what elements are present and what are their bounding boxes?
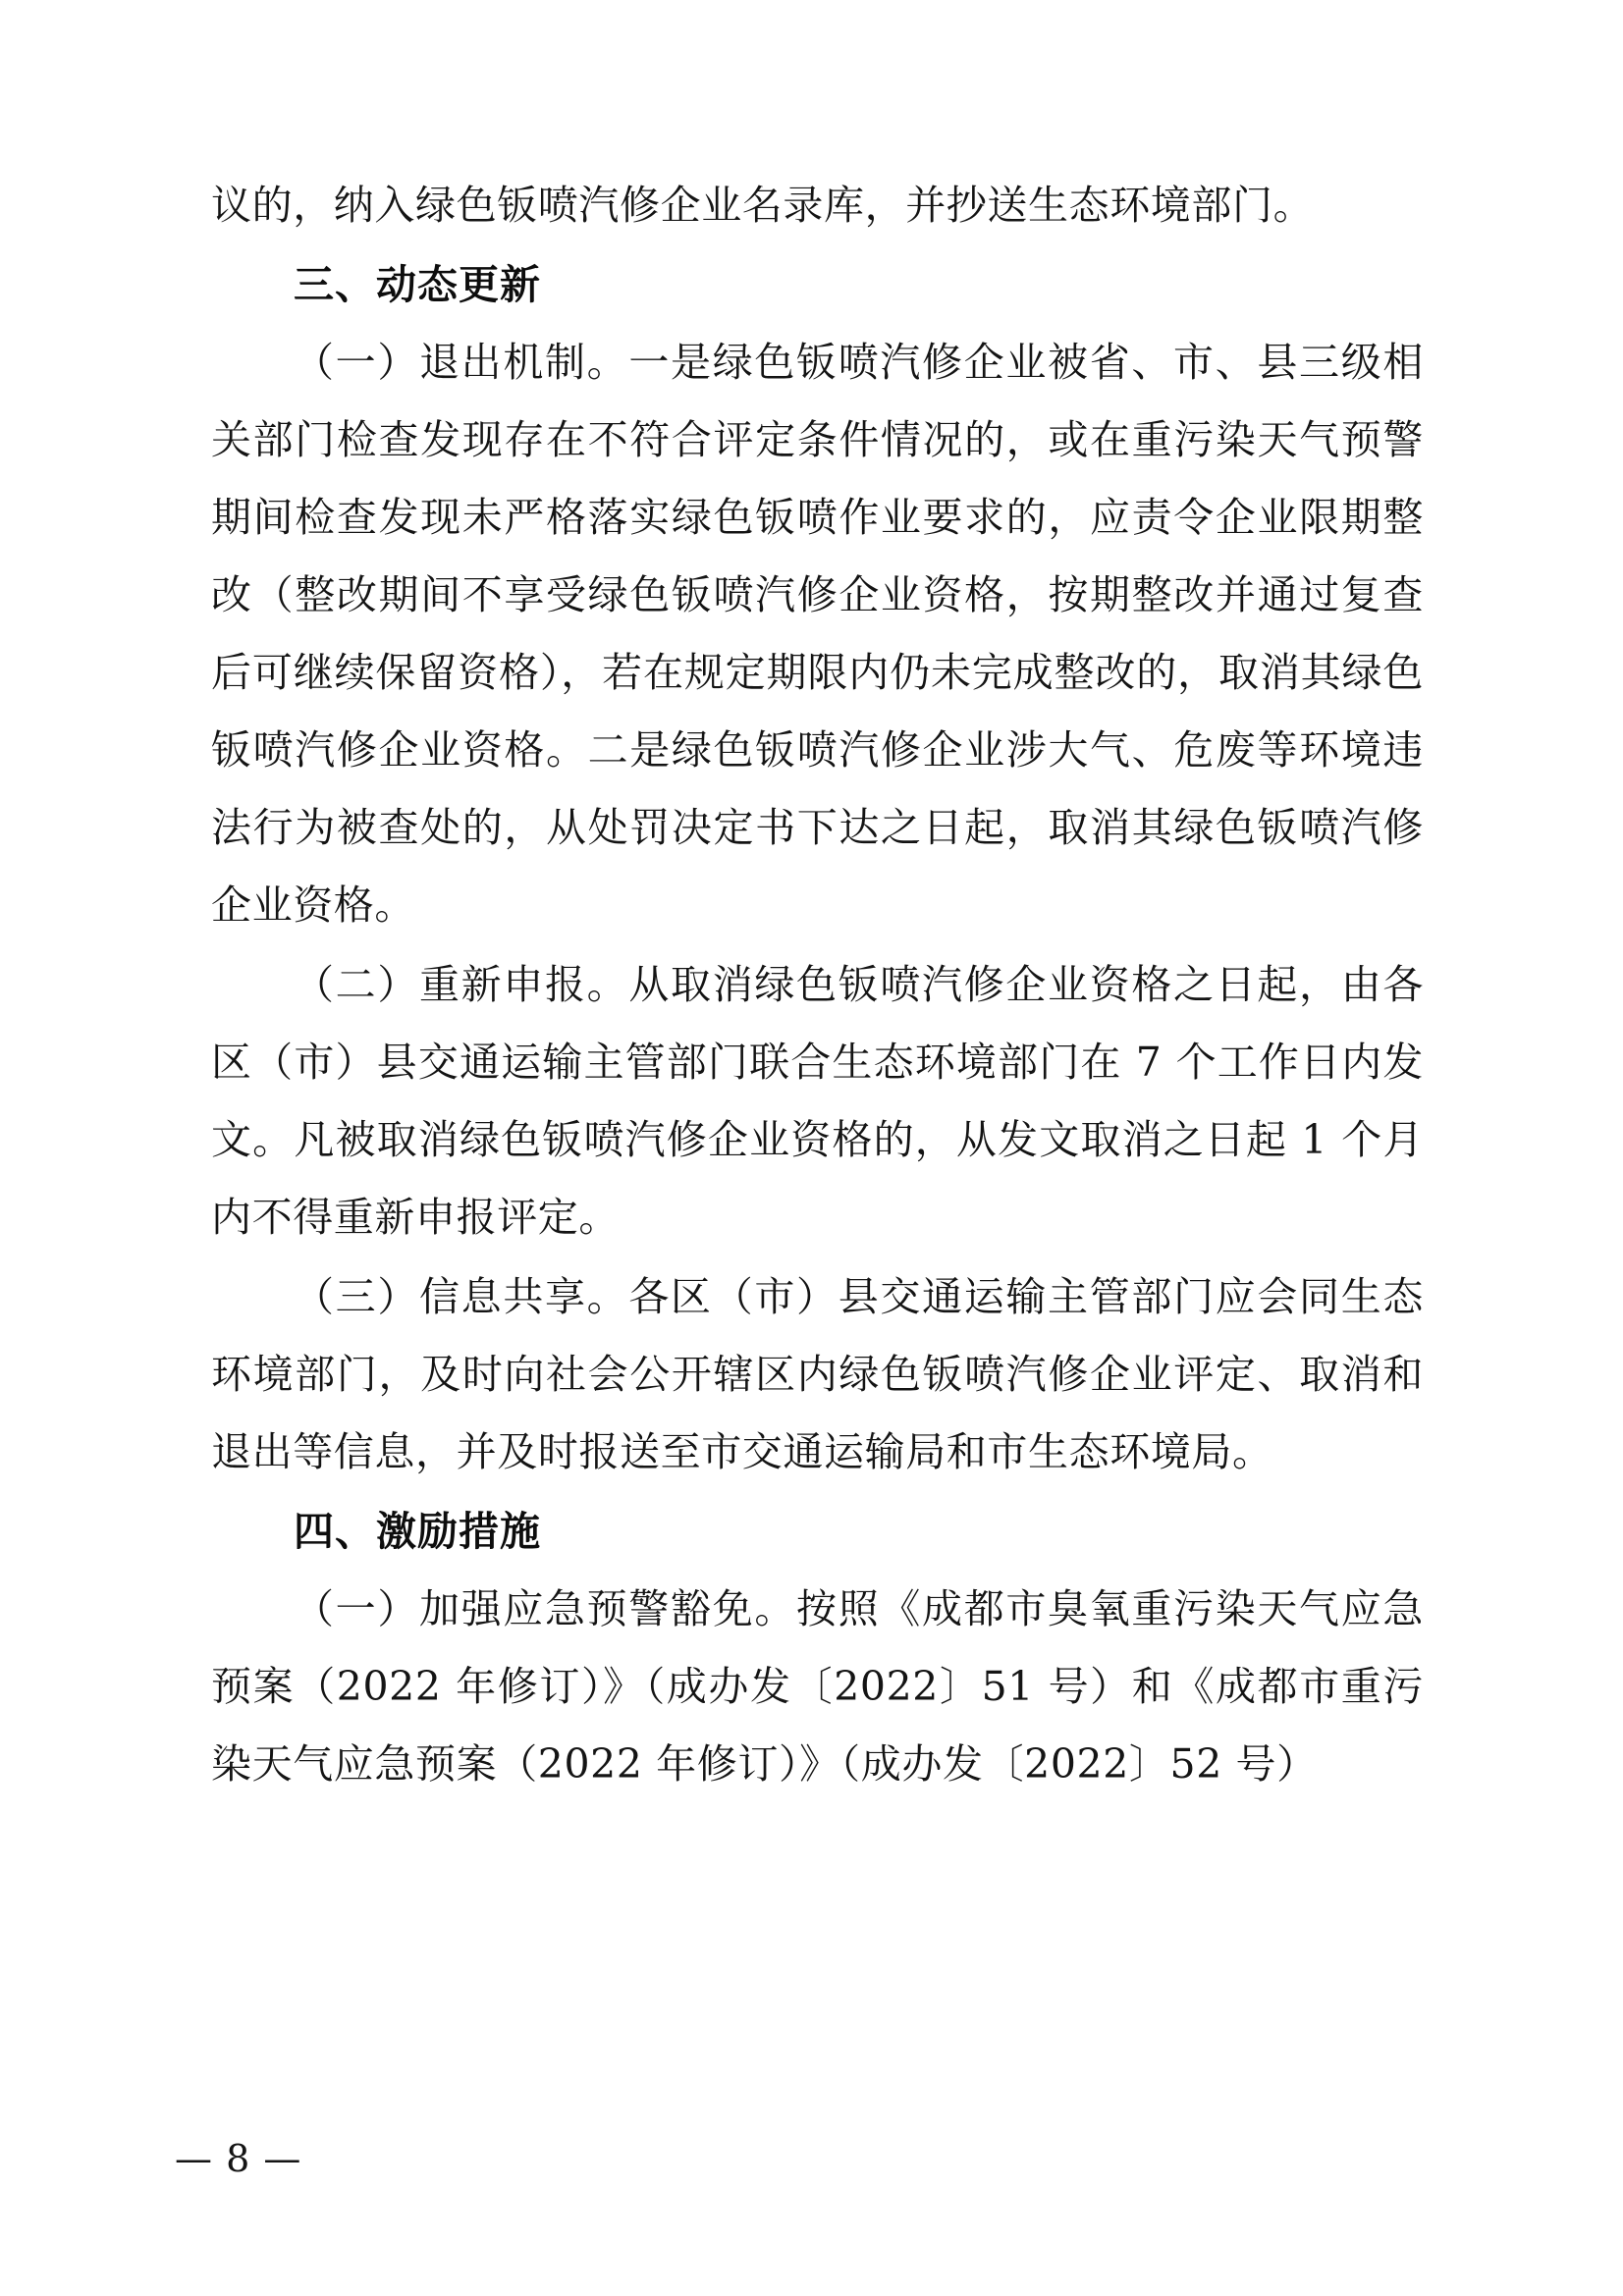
section-heading-four: 四、激励措施 [294,1508,541,1555]
paragraph-reapplication: （二）重新申报。从取消绿色钣喷汽修企业资格之日起，由各区（市）县交通运输主管部门联合生态环境部门在 7 个工作日内发文。凡被取消绿色钣喷汽修企业资格的，从发文取消之日起 1 个月内不得重新申报评定。 [211,961,1424,1241]
document-body [211,167,1424,1803]
paragraph-continued: 议的，纳入绿色钣喷汽修企业名录库，并抄送生态环境部门。 [211,182,1315,229]
paragraph-information-sharing: （三）信息共享。各区（市）县交通运输主管部门应会同生态环境部门，及时向社会公开辖区内绿色钣喷汽修企业评定、取消和退出等信息，并及时报送至市交通运输局和市生态环境局。 [211,1273,1424,1475]
page-number: — 8 — [175,2137,302,2180]
paragraph-emergency-exemption: （一）加强应急预警豁免。按照《成都市臭氧重污染天气应急预案（2022 年修订）》（成办发〔2022〕51 号）和《成都市重污染天气应急预案（2022 年修订）》（成办发〔2022〕52 号） [211,1585,1424,1788]
section-heading-three: 三、动态更新 [294,261,541,308]
page-footer [0,2137,1623,2180]
paragraph-exit-mechanism: （一）退出机制。一是绿色钣喷汽修企业被省、市、县三级相关部门检查发现存在不符合评定条件情况的，或在重污染天气预警期间检查发现未严格落实绿色钣喷作业要求的，应责令企业限期整改（整改期间不享受绿色钣喷汽修企业资格，按期整改并通过复查后可继续保留资格），若在规定期限内仍未完成整改的，取消其绿色钣喷汽修企业资格。二是绿色钣喷汽修企业涉大气、危废等环境违法行为被查处的，从处罚决定书下达之日起，取消其绿色钣喷汽修企业资格。 [211,339,1424,929]
